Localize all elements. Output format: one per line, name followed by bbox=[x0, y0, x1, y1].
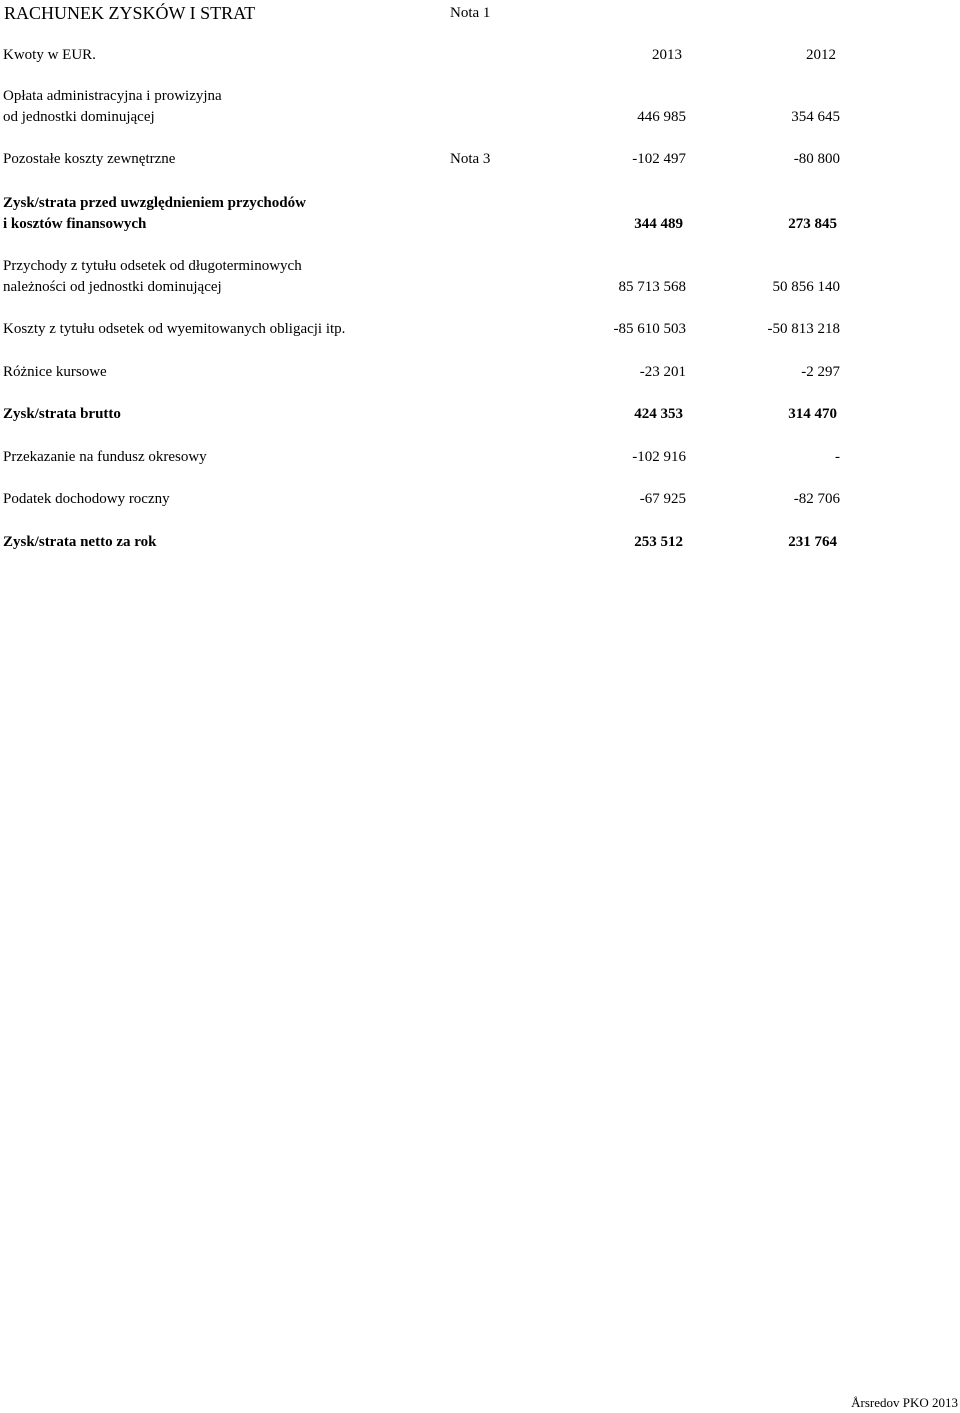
row-label-line: Opłata administracyjna i prowizyjna bbox=[3, 88, 222, 104]
row-label bbox=[3, 447, 207, 468]
row-label-line: należności od jednostki dominującej bbox=[3, 279, 222, 295]
title-note: Nota 1 bbox=[450, 5, 491, 21]
row-label bbox=[3, 149, 175, 170]
row-label-line: Koszty z tytułu odsetek od wyemitowanych obligacji itp. bbox=[3, 321, 346, 337]
currency-label: Kwoty w EUR. bbox=[3, 47, 96, 63]
footer-text: Årsredov PKO 2013 bbox=[851, 1395, 958, 1410]
row-label bbox=[3, 489, 170, 510]
row-label-line: i kosztów finansowych bbox=[3, 216, 147, 232]
row-label-line: Pozostałe koszty zewnętrzne bbox=[3, 151, 176, 167]
table-row bbox=[0, 362, 960, 383]
row-label-line: Zysk/strata netto za rok bbox=[3, 534, 157, 550]
column-header-row bbox=[0, 46, 960, 66]
row-label-line: Podatek dochodowy roczny bbox=[3, 491, 170, 507]
row-label bbox=[3, 404, 121, 425]
value-2013: -23 201 bbox=[639, 364, 686, 380]
row-label bbox=[3, 256, 302, 298]
value-2012: 50 856 140 bbox=[772, 279, 840, 295]
value-2012: -80 800 bbox=[793, 151, 840, 167]
value-2013: 344 489 bbox=[634, 216, 683, 232]
row-label bbox=[3, 193, 306, 235]
table-row bbox=[0, 193, 960, 235]
row-label bbox=[3, 362, 107, 383]
table-row bbox=[0, 447, 960, 468]
table-row bbox=[0, 532, 960, 553]
row-label bbox=[3, 86, 222, 128]
page-title: RACHUNEK ZYSKÓW I STRAT bbox=[4, 3, 256, 23]
row-label bbox=[3, 532, 156, 553]
table-row bbox=[0, 86, 960, 128]
row-label bbox=[3, 319, 345, 340]
row-label-line: Zysk/strata przed uwzględnieniem przychodów bbox=[3, 195, 306, 211]
row-label-line: Przekazanie na fundusz okresowy bbox=[3, 449, 207, 465]
value-2012: -2 297 bbox=[801, 364, 840, 380]
value-2012: 231 764 bbox=[788, 534, 837, 550]
table-row bbox=[0, 149, 960, 170]
row-label-line: Zysk/strata brutto bbox=[3, 406, 121, 422]
value-2012: -50 813 218 bbox=[767, 321, 840, 337]
table-row bbox=[0, 256, 960, 298]
value-2013: 446 985 bbox=[637, 109, 686, 125]
value-2012: - bbox=[835, 449, 840, 465]
value-2012: 354 645 bbox=[791, 109, 840, 125]
value-2012: -82 706 bbox=[793, 491, 840, 507]
value-2013: -102 916 bbox=[632, 449, 686, 465]
value-2013: 253 512 bbox=[634, 534, 683, 550]
value-2013: -67 925 bbox=[639, 491, 686, 507]
row-label-line: od jednostki dominującej bbox=[3, 109, 155, 125]
row-label-line: Różnice kursowe bbox=[3, 364, 107, 380]
table-row bbox=[0, 489, 960, 510]
value-2013: 85 713 568 bbox=[618, 279, 686, 295]
table-row bbox=[0, 319, 960, 340]
year-header-2012: 2012 bbox=[806, 47, 836, 63]
year-header-2013: 2013 bbox=[652, 47, 682, 63]
row-label-line: Przychody z tytułu odsetek od długoterminowych bbox=[3, 258, 302, 274]
value-2013: 424 353 bbox=[634, 406, 683, 422]
row-note: Nota 3 bbox=[450, 151, 491, 167]
value-2013: -85 610 503 bbox=[613, 321, 686, 337]
value-2012: 314 470 bbox=[788, 406, 837, 422]
table-row bbox=[0, 404, 960, 425]
value-2012: 273 845 bbox=[788, 216, 837, 232]
value-2013: -102 497 bbox=[632, 151, 686, 167]
